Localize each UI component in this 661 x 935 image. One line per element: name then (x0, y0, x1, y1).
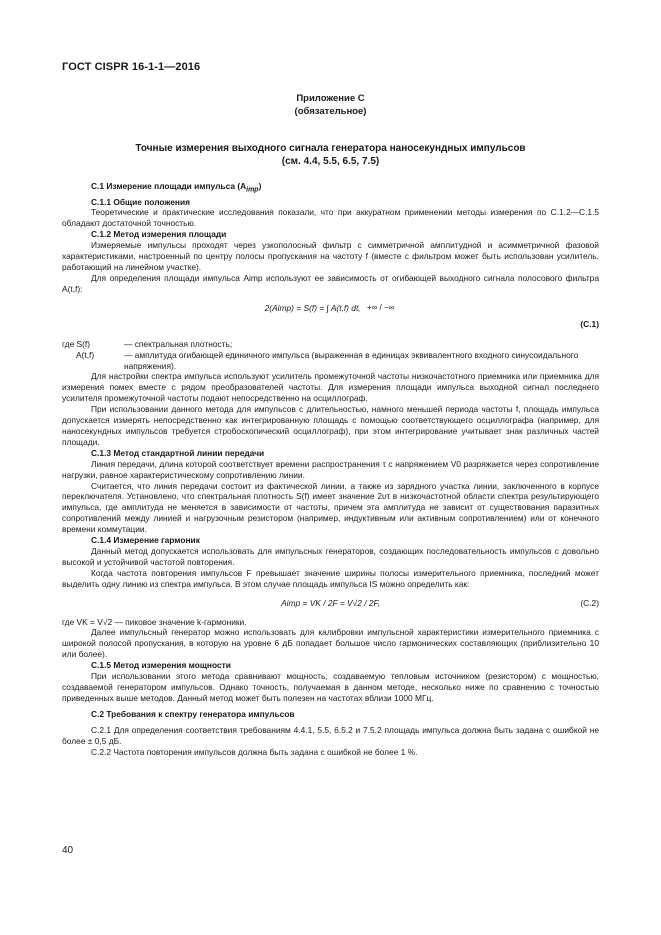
section-c11-heading: C.1.1 Общие положения (91, 196, 190, 207)
formula-c1 (62, 295, 599, 339)
appendix-subtitle: (обязательное) (294, 106, 367, 117)
document-title-line2: (см. 4.4, 5.5, 6.5, 7.5) (281, 156, 380, 167)
paragraph: C.2.2 Частота повторения импульсов должна быть задана с ошибкой не более 1 %. (91, 746, 418, 757)
section-c14-heading: C.1.4 Измерение гармоник (91, 535, 200, 546)
formula-c1-expression (265, 303, 397, 314)
standard-header: ГОСТ CISPR 16-1-1—2016 (62, 61, 201, 73)
paragraph: При использовании данного метода для импульсов с длительностью, намного меньшей периода частоты f, площадь импульса допускается измерять непосредственно как интегрированную площадь с помощью соответствующего осциллографа (например, для наносекундных импульсов требуется стробоскопический осциллограф), при этом интегрирование учитывает знак различных частей площади. (62, 404, 599, 447)
integral-lower-limit: −∞ (384, 303, 395, 313)
section-c2-heading: C.2 Требования к спектру генератора импульсов (91, 708, 295, 719)
paragraph: Данный метод допускается использовать для импульсных генераторов, создающих последовательность импульсов с довольно высокой и устойчивой частотой повторения. (62, 545, 599, 567)
definition-desc: — амплитуда огибающей единичного импульса (выраженная в единицах эквивалентного входного синусоидального напряжения). (124, 349, 579, 371)
paragraph: Для настройки спектра импульса используют усилитель промежуточной частоты низкочастотного приемника или приемника для измерения помех вместе с рядом преобразователей частоты. Для измерения площади импульса выходной сигнал последнего усилителя промежуточной частоты подают непосредственно на осциллограф. (62, 371, 599, 404)
definition-row (62, 350, 599, 372)
definition-vk: где VK = V√2 — пиковое значение k-гармоники. (62, 616, 247, 627)
section-c1-heading: C.1 Измерение площади импульса $(A_{imp})$ (91, 181, 262, 194)
definition-desc: — спектральная плотность; (124, 338, 233, 349)
document-title (0, 142, 661, 168)
appendix-title: Приложение C (296, 93, 365, 104)
page-number: 40 (62, 845, 74, 856)
formula-c2 (62, 590, 599, 612)
paragraph: C.2.1 Для определения соответствия требованиям 4.4.1, 5.5, 6.5.2 и 7.5.2 площадь импульса должна быть задана с ошибкой не более ± 0,5 дБ. (62, 724, 599, 746)
definitions-c1 (62, 339, 599, 372)
paragraph: Для определения площади импульса Aimp используют ее зависимость от огибающей выходного сигнала полосового фильтра A(t,f): (62, 272, 599, 294)
paragraph: Линия передачи, длина которой соответствует времени распространения τ с напряжением V0 разряжается через сопротивление нагрузки, равное характеристическому сопротивлению линии. (62, 458, 599, 480)
definition-term: A(t,f) (76, 349, 95, 360)
integral-upper-limit: +∞ (366, 303, 378, 313)
paragraph: Теоретические и практические исследования показали, что при аккуратном применении методы измерения по C.1.2—C.1.5 обладают достаточной точностью. (62, 207, 599, 229)
section-c12-heading: C.1.2 Метод измерения площади (91, 229, 227, 240)
paragraph: При использовании этого метода сравнивают мощность, создаваемую тепловым источником (резистором) с мощностью, создаваемой генератором импульсов. Однако точность, получаемая в данном методе, несколько ниже по сравнению с точностью приведенных выше методов. Данный метод может быть полезен на частотах вблизи 1000 МГц. (62, 671, 599, 703)
paragraph: Считается, что линия передачи состоит из фактической линии, а также из зарядного участка линии, заключенного в корпусе переключателя. Установлено, что спектральная плотность S(f) имеет значение 2υτ в низкочастотной области спектра результирующего импульса, где амплитуда не меняется в зависимости от частоты, причем эта амплитуда не зависит от существования паразитных сопротивлений между линией и нагрузочным резистором (например, индуктивным или активным сопротивлением) или от конечного времени коммутации. (62, 480, 599, 535)
section-c13-heading: C.1.3 Метод стандартной линии передачи (91, 447, 265, 458)
paragraph: Когда частота повторения импульсов F превышает значение ширины полосы измерительного приемника, последний может выделить одну линию из спектра импульса. В этом случае площадь импульса IS можно определить как: (62, 567, 599, 589)
document-body (62, 181, 599, 757)
formula-c1-text: 2(Aimp) = S(f) = ∫ A(t,f) dt, (264, 302, 361, 313)
paragraph: Измеряемые импульсы проходят через узкополосный фильтр с симметричной амплитудной и асимметричной фазовой характеристиками, настроенный по центру полосы пропускания на частоту f (вместе с фильтром может быть использован усилитель, работающий на линейном участке). (62, 240, 599, 273)
definition-term: где S(f) (62, 338, 91, 349)
formula-c1-number: (C.1) (580, 318, 599, 329)
definition-row (62, 339, 599, 350)
formula-c2-expression: Aimp = VK / 2F = V√2 / 2F, (281, 597, 380, 608)
paragraph: Далее импульсный генератор можно использовать для калибровки импульсной характеристики измерительного приемника с широкой полосой пропускания, в которую на уровне 6 дБ попадает большое число гармонических составляющих (приблизительно 10 или более). (62, 627, 599, 660)
section-c15-heading: C.1.5 Метод измерения мощности (91, 660, 231, 671)
integral-limits: +∞ / −∞ (366, 303, 395, 313)
appendix-heading (0, 92, 661, 118)
formula-c2-number: (C.2) (580, 597, 599, 608)
document-title-line1: Точные измерения выходного сигнала генератора наносекундных импульсов (135, 143, 526, 154)
